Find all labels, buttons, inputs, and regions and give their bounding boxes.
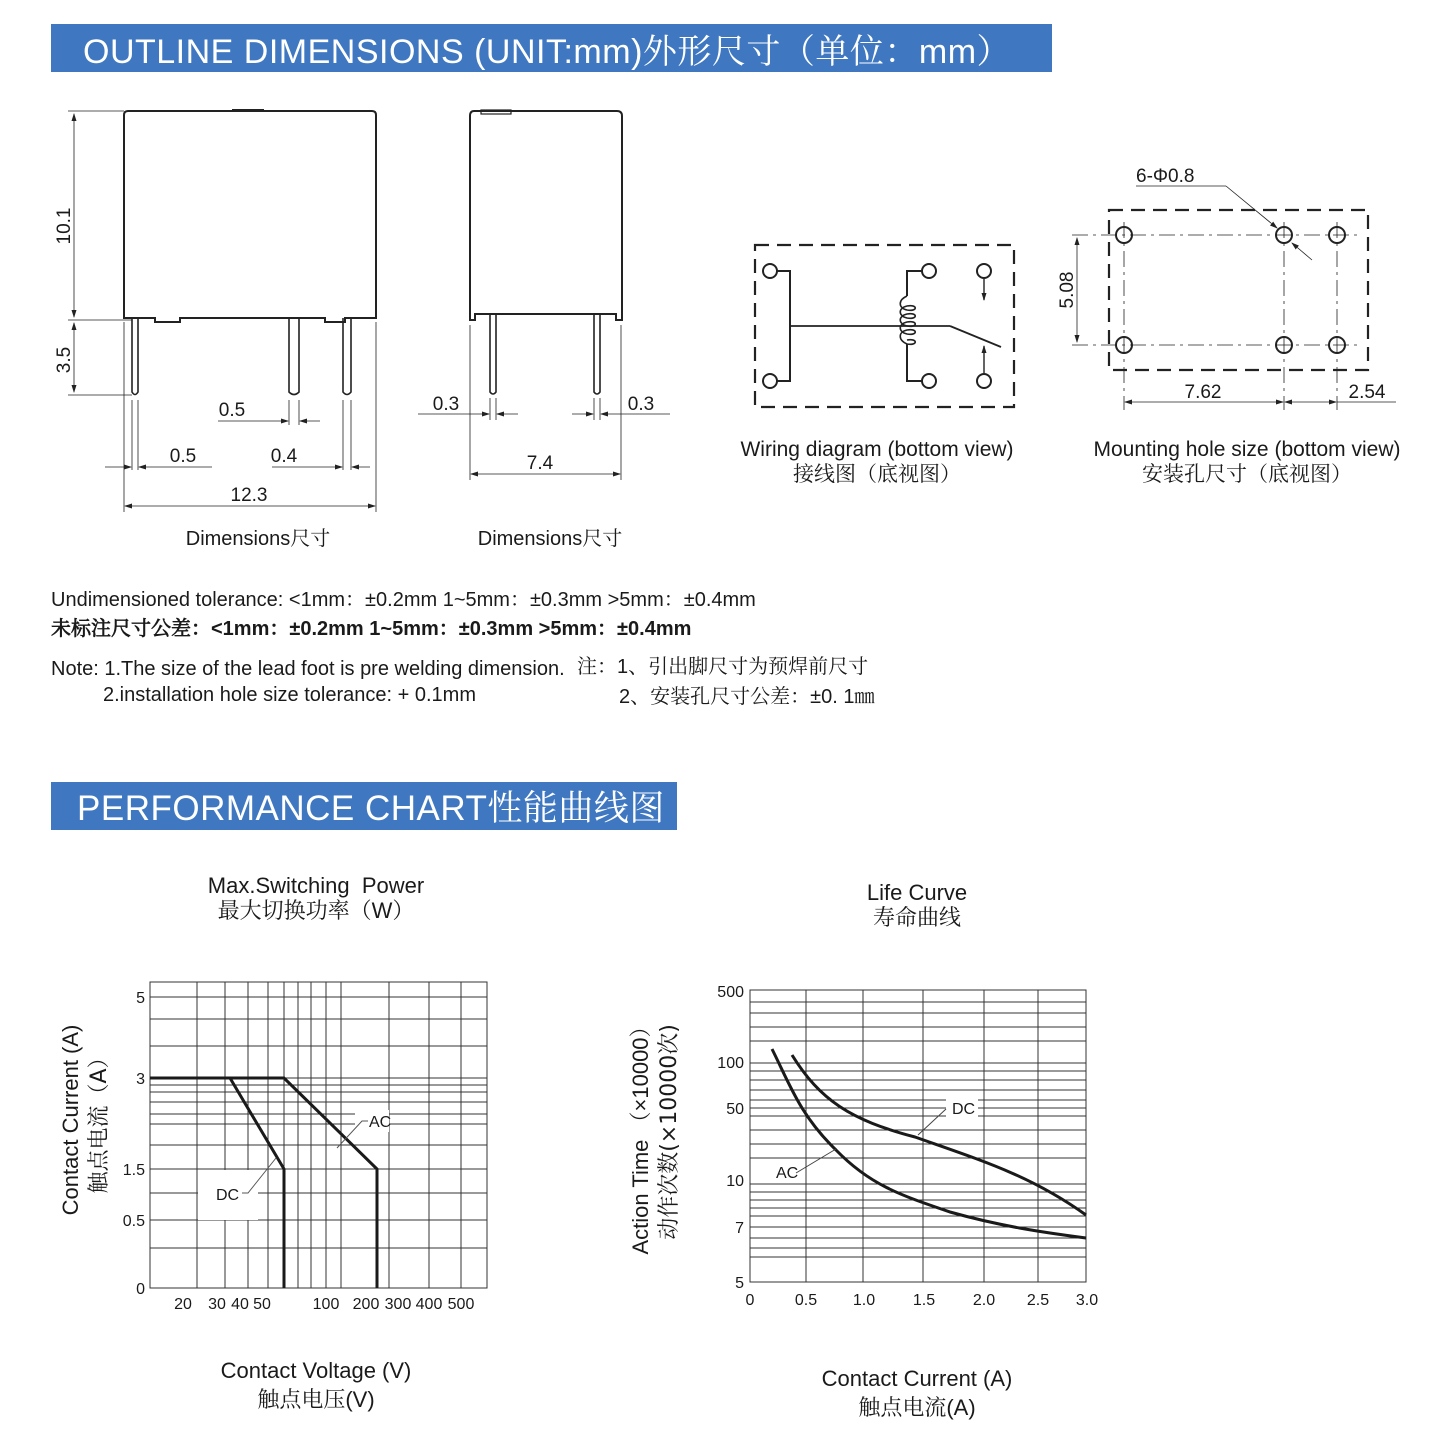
svg-text:1.5: 1.5 bbox=[912, 1292, 936, 1309]
svg-text:50: 50 bbox=[726, 1101, 744, 1118]
note-2-en: 2.installation hole size tolerance: + 0.1mm bbox=[103, 684, 476, 706]
outline-dimensions-title: OUTLINE DIMENSIONS (UNIT:mm)外形尺寸（单位：mm） bbox=[83, 32, 1012, 71]
side-view-caption: Dimensions尺寸 bbox=[477, 528, 623, 550]
svg-text:0: 0 bbox=[136, 1281, 145, 1298]
switching-title-cn: 最大切换功率（W） bbox=[217, 898, 415, 923]
life-y-ticks bbox=[717, 984, 744, 1292]
tolerance-note-cn: 未标注尺寸公差：<1mm：±0.2mm 1~5mm：±0.3mm >5mm：±0.4mm bbox=[51, 618, 692, 640]
dim-pin-width-right: 0.4 bbox=[270, 446, 298, 467]
svg-text:2.0: 2.0 bbox=[972, 1292, 996, 1309]
note-1-en: Note: 1.The size of the lead foot is pre welding dimension. bbox=[51, 658, 565, 680]
wiring-caption-cn: 接线图（底视图） bbox=[792, 463, 961, 486]
ac-annotation: AC bbox=[369, 1114, 392, 1131]
svg-text:20: 20 bbox=[174, 1296, 192, 1313]
wiring-caption-en: Wiring diagram (bottom view) bbox=[740, 438, 1014, 461]
switching-x-axis-label bbox=[221, 1356, 412, 1414]
svg-text:5: 5 bbox=[136, 990, 145, 1007]
svg-text:500: 500 bbox=[447, 1296, 475, 1313]
dc-life-curve bbox=[792, 1055, 1086, 1215]
svg-text:300: 300 bbox=[384, 1296, 412, 1313]
life-x-label-en: Contact Current (A) bbox=[821, 1366, 1013, 1391]
svg-text:400: 400 bbox=[415, 1296, 443, 1313]
switching-power-chart bbox=[58, 982, 487, 1313]
dim-pin-width-center: 0.5 bbox=[218, 400, 246, 421]
switching-title-en: Max.Switching Power bbox=[207, 873, 425, 898]
note-1-cn: 注：1、引出脚尺寸为预焊前尺寸 bbox=[577, 656, 869, 678]
performance-chart-title: PERFORMANCE CHART性能曲线图 bbox=[77, 789, 665, 828]
life-title-en: Life Curve bbox=[866, 880, 968, 905]
svg-text:100: 100 bbox=[312, 1296, 340, 1313]
dim-side-total-width: 7.4 bbox=[526, 453, 554, 474]
life-curve-chart bbox=[628, 984, 1098, 1309]
dim-horizontal-pitch-b: 2.54 bbox=[1348, 382, 1386, 403]
switching-x-label-cn: 触点电压(V) bbox=[257, 1387, 375, 1412]
svg-text:0: 0 bbox=[745, 1292, 755, 1309]
svg-text:50: 50 bbox=[253, 1296, 271, 1313]
life-title-cn: 寿命曲线 bbox=[872, 905, 961, 930]
life-y-axis-label: Action Time （×10000） bbox=[628, 1015, 653, 1255]
wiring-diagram bbox=[755, 245, 1014, 407]
dim-side-pin-left: 0.3 bbox=[432, 394, 460, 415]
dim-pin-width-left: 0.5 bbox=[169, 446, 197, 467]
life-chart-title bbox=[867, 880, 967, 930]
svg-text:500: 500 bbox=[717, 984, 744, 1001]
life-y-axis-label-cn: 动作次数(×10000次) bbox=[657, 1024, 682, 1240]
svg-text:3.0: 3.0 bbox=[1075, 1292, 1099, 1309]
svg-text:1.5: 1.5 bbox=[122, 1162, 145, 1179]
svg-text:200: 200 bbox=[352, 1296, 380, 1313]
mounting-caption-cn: 安装孔尺寸（底视图） bbox=[1141, 463, 1352, 486]
dc-annotation: DC bbox=[216, 1187, 240, 1204]
mounting-hole-diagram bbox=[1072, 186, 1396, 410]
life-x-axis-label bbox=[822, 1364, 1013, 1422]
svg-text:3: 3 bbox=[136, 1071, 145, 1088]
switching-y-ticks bbox=[123, 990, 145, 1298]
ac-life-annotation: AC bbox=[776, 1165, 799, 1182]
switching-chart-title bbox=[208, 873, 424, 923]
life-x-label-cn: 触点电流(A) bbox=[858, 1395, 976, 1420]
svg-text:1.0: 1.0 bbox=[852, 1292, 876, 1309]
front-view-drawing bbox=[68, 109, 376, 512]
svg-text:7: 7 bbox=[735, 1220, 744, 1237]
front-view-caption: Dimensions尺寸 bbox=[185, 528, 331, 550]
svg-text:5: 5 bbox=[735, 1275, 744, 1292]
svg-text:2.5: 2.5 bbox=[1026, 1292, 1050, 1309]
life-x-ticks bbox=[746, 1292, 1099, 1309]
hole-spec-label: 6-Φ0.8 bbox=[1136, 166, 1195, 187]
dim-total-width: 12.3 bbox=[230, 485, 268, 506]
mounting-hole-labels bbox=[1057, 166, 1386, 403]
svg-text:100: 100 bbox=[717, 1055, 744, 1072]
side-view-drawing bbox=[418, 110, 670, 480]
svg-text:10: 10 bbox=[726, 1173, 744, 1190]
switching-x-label-en: Contact Voltage (V) bbox=[220, 1358, 412, 1383]
dim-body-height: 10.1 bbox=[54, 207, 75, 245]
mounting-hole-caption bbox=[1094, 437, 1401, 487]
dim-vertical-pitch: 5.08 bbox=[1057, 271, 1078, 309]
dim-horizontal-pitch-a: 7.62 bbox=[1184, 382, 1222, 403]
dc-life-annotation: DC bbox=[952, 1101, 976, 1118]
mounting-caption-en: Mounting hole size (bottom view) bbox=[1093, 438, 1401, 461]
switching-chart-grid bbox=[150, 982, 487, 1288]
wiring-diagram-caption bbox=[740, 437, 1013, 487]
dim-pin-length: 3.5 bbox=[54, 346, 75, 374]
dim-side-pin-right: 0.3 bbox=[627, 394, 655, 415]
tolerance-note-en: Undimensioned tolerance: <1mm：±0.2mm 1~5mm：±0.3mm >5mm：±0.4mm bbox=[51, 589, 756, 611]
svg-text:0.5: 0.5 bbox=[122, 1213, 145, 1230]
switching-x-ticks bbox=[174, 1296, 474, 1313]
switching-y-axis-label: Contact Current (A) bbox=[58, 1024, 83, 1216]
switching-y-axis-label-cn: 触点电流（A） bbox=[87, 1046, 112, 1194]
svg-text:30: 30 bbox=[208, 1296, 226, 1313]
svg-text:40: 40 bbox=[231, 1296, 249, 1313]
svg-text:0.5: 0.5 bbox=[794, 1292, 818, 1309]
life-chart-grid bbox=[750, 990, 1086, 1282]
front-view-dimension-labels bbox=[54, 208, 298, 506]
note-2-cn: 2、安装孔尺寸公差：±0. 1㎜ bbox=[619, 686, 875, 708]
